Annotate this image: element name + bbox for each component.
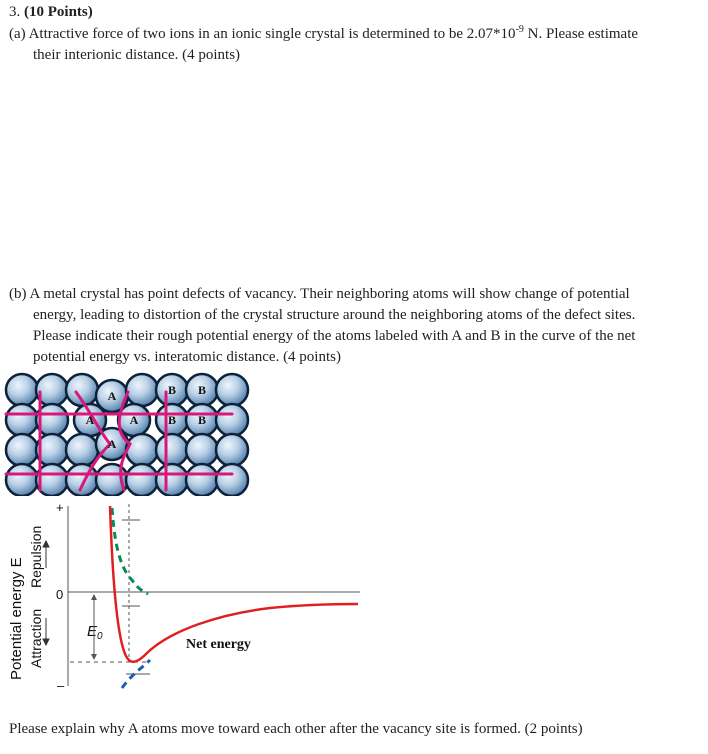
atom-label-a: A bbox=[85, 413, 95, 427]
net-energy-label: Net energy bbox=[186, 637, 251, 652]
atom bbox=[186, 434, 218, 466]
part-b-label: (b) bbox=[9, 286, 27, 302]
part-a-exponent: -9 bbox=[515, 24, 524, 35]
part-a bbox=[9, 24, 699, 66]
part-a-line2: their interionic distance. (4 points) bbox=[33, 47, 241, 63]
atom bbox=[6, 434, 38, 466]
atom bbox=[66, 434, 98, 466]
atom bbox=[66, 464, 98, 496]
attraction-label: Attraction bbox=[28, 608, 44, 668]
part-a-label: (a) bbox=[9, 26, 26, 42]
atom bbox=[156, 464, 188, 496]
question-points: (10 Points) bbox=[24, 4, 93, 20]
repulsive-energy-curve bbox=[112, 508, 148, 594]
atom-label-b: B bbox=[197, 383, 207, 397]
part-b bbox=[9, 284, 699, 368]
question-number: 3. bbox=[9, 4, 21, 20]
atom bbox=[126, 434, 158, 466]
part-c-text: Please explain why A atoms move toward each other after the vacancy site is formed. (2 points) bbox=[9, 721, 583, 737]
e0-letter: E bbox=[87, 623, 98, 640]
atom-label-a: A bbox=[129, 413, 139, 427]
atom bbox=[186, 464, 218, 496]
atom bbox=[216, 464, 248, 496]
part-b-line4: potential energy vs. interatomic distance. (4 points) bbox=[33, 349, 341, 365]
atom bbox=[6, 464, 38, 496]
atom-label-b: B bbox=[167, 413, 177, 427]
atom bbox=[216, 374, 248, 406]
atom bbox=[216, 404, 248, 436]
part-a-text-end: N. Please estimate bbox=[523, 26, 639, 42]
e0-label bbox=[87, 623, 103, 642]
repulsion-label: Repulsion bbox=[28, 525, 44, 588]
part-b-line3: Please indicate their rough potential energy of the atoms labeled with A and B in the curve of the net bbox=[33, 328, 636, 344]
potential-energy-plot bbox=[0, 496, 370, 696]
y-minus-label: – bbox=[57, 678, 65, 693]
atom bbox=[6, 404, 38, 436]
part-a-text: Attractive force of two ions in an ionic single crystal is determined to be 2.07*10 bbox=[28, 26, 516, 42]
question-header bbox=[9, 2, 699, 23]
atom-label-b: B bbox=[167, 383, 177, 397]
atom bbox=[156, 434, 188, 466]
atom bbox=[216, 434, 248, 466]
atom bbox=[6, 374, 38, 406]
atom bbox=[126, 374, 158, 406]
e0-subscript: 0 bbox=[97, 631, 103, 642]
y-zero-label: 0 bbox=[56, 587, 64, 602]
vacancy-lattice-diagram bbox=[0, 372, 250, 496]
part-c bbox=[9, 719, 699, 740]
atom-label-a: A bbox=[107, 389, 117, 403]
atom-label-b: B bbox=[197, 413, 207, 427]
part-b-line1: A metal crystal has point defects of vacancy. Their neighboring atoms will show change of potential bbox=[29, 286, 630, 302]
atom bbox=[126, 464, 158, 496]
atom-label-a: A bbox=[107, 437, 117, 451]
y-axis-title: Potential energy E bbox=[8, 557, 25, 680]
part-b-line2: energy, leading to distortion of the crystal structure around the neighboring atoms of the defect sites. bbox=[33, 307, 636, 323]
y-plus-label: + bbox=[56, 500, 64, 515]
